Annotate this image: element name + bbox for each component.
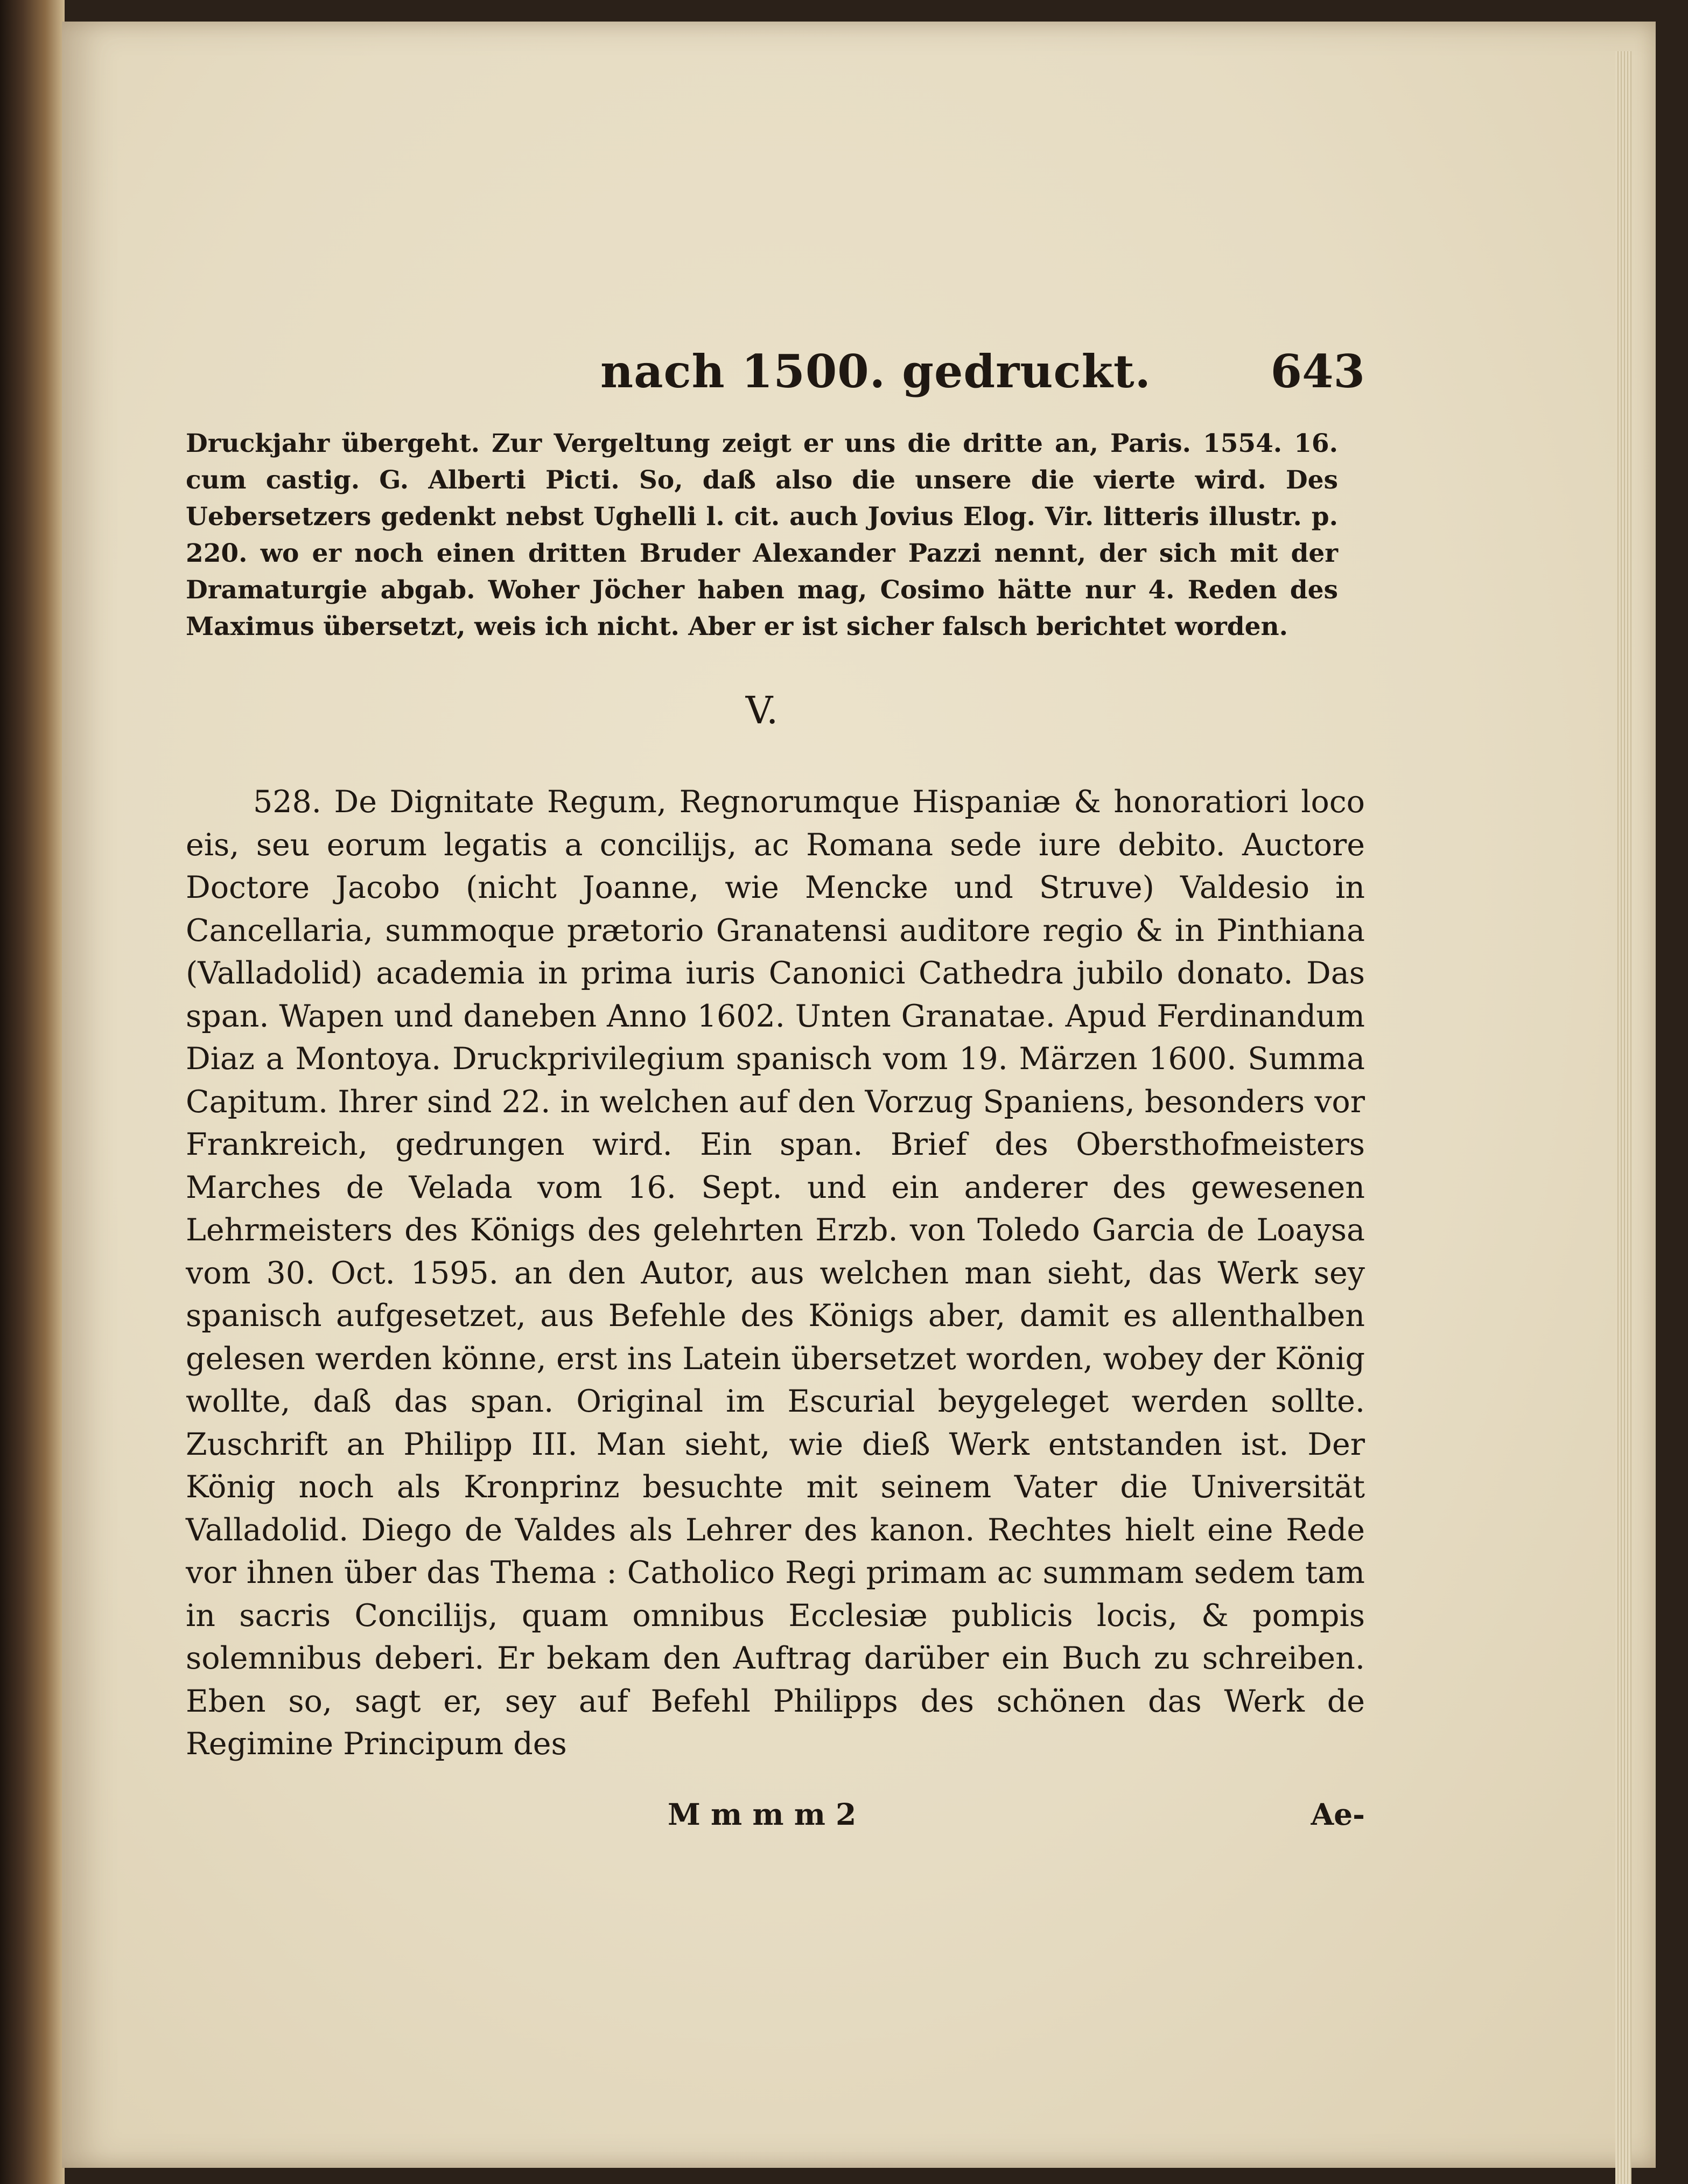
book-binding-edge	[0, 0, 65, 2184]
page-number: 643	[1270, 345, 1365, 398]
page-footer	[186, 1796, 1365, 1840]
intro-paragraph: Druckjahr übergeht. Zur Vergeltung zeigt er uns die dritte an, Paris. 1554. 16. cum castig. G. Alberti Picti. So, daß also die unsere die vierte wird. Des Uebersetzers gedenkt nebst Ughelli l. cit. auch Jovius Elog. Vir. litteris illustr. p. 220. wo er noch einen dritten Bruder Alexander Pazzi nennt, der sich mit der Dramaturgie abgab. Woher Jöcher haben mag, Cosimo hätte nur 4. Reden des Maximus übersetzt, weis ich nicht. Aber er ist sicher falsch berichtet worden.	[186, 429, 1338, 641]
page-stack-edge	[1615, 51, 1631, 2184]
bibliographic-entry: 528. De Dignitate Regum, Regnorumque Hispaniæ & honoratiori loco eis, seu eorum legatis a concilijs, ac Romana sede iure debito. Auctore Doctore Jacobo (nicht Joanne, wie Mencke und Struve) Valdesio in Cancellaria, summoque prætorio Granatensi auditore regio & in Pinthiana (Valladolid) academia in prima iuris Canonici Cathedra jubilo donato. Das span. Wapen und daneben Anno 1602. Unten Granatae. Apud Ferdinandum Diaz a Montoya. Druckprivilegium spanisch vom 19. Märzen 1600. Summa Capitum. Ihrer sind 22. in welchen auf den Vorzug Spaniens, besonders vor Frankreich, gedrungen wird. Ein span. Brief des Obersthofmeisters Marches de Velada vom 16. Sept. und ein anderer des gewesenen Lehrmeisters des Königs des gelehrten Erzb. von Toledo Garcia de Loaysa vom 30. Oct. 1595. an den Autor, aus welchen man sieht, das Werk sey spanisch aufgesetzet, aus Befehle des Königs aber, damit es allenthalben gelesen werden könne, erst ins Latein übersetzet worden, wobey der König wollte, daß das span. Original im Escurial beygeleget werden sollte. Zuschrift an Philipp III. Man sieht, wie dieß Werk entstanden ist. Der König noch als Kronprinz besuchte mit seinem Vater die Universität Valladolid. Diego de Valdes als Lehrer des kanon. Rechtes hielt eine Rede vor ihnen über das Thema : Catholico Regi primam ac summam sedem tam in sacris Concilijs, quam omnibus Ecclesiæ publicis locis, & pompis solemnibus deberi. Er bekam den Auftrag darüber ein Buch zu schreiben. Eben so, sagt er, sey auf Befehl Philipps des schönen das Werk de Regimine Principum des	[186, 784, 1365, 1762]
catchword: Ae-	[1311, 1796, 1365, 1832]
running-head	[186, 345, 1365, 407]
page-content	[186, 345, 1365, 1840]
section-heading: V.	[745, 688, 779, 732]
running-title: nach 1500. gedruckt.	[600, 345, 1151, 398]
signature-mark: M m m m 2	[668, 1796, 857, 1832]
